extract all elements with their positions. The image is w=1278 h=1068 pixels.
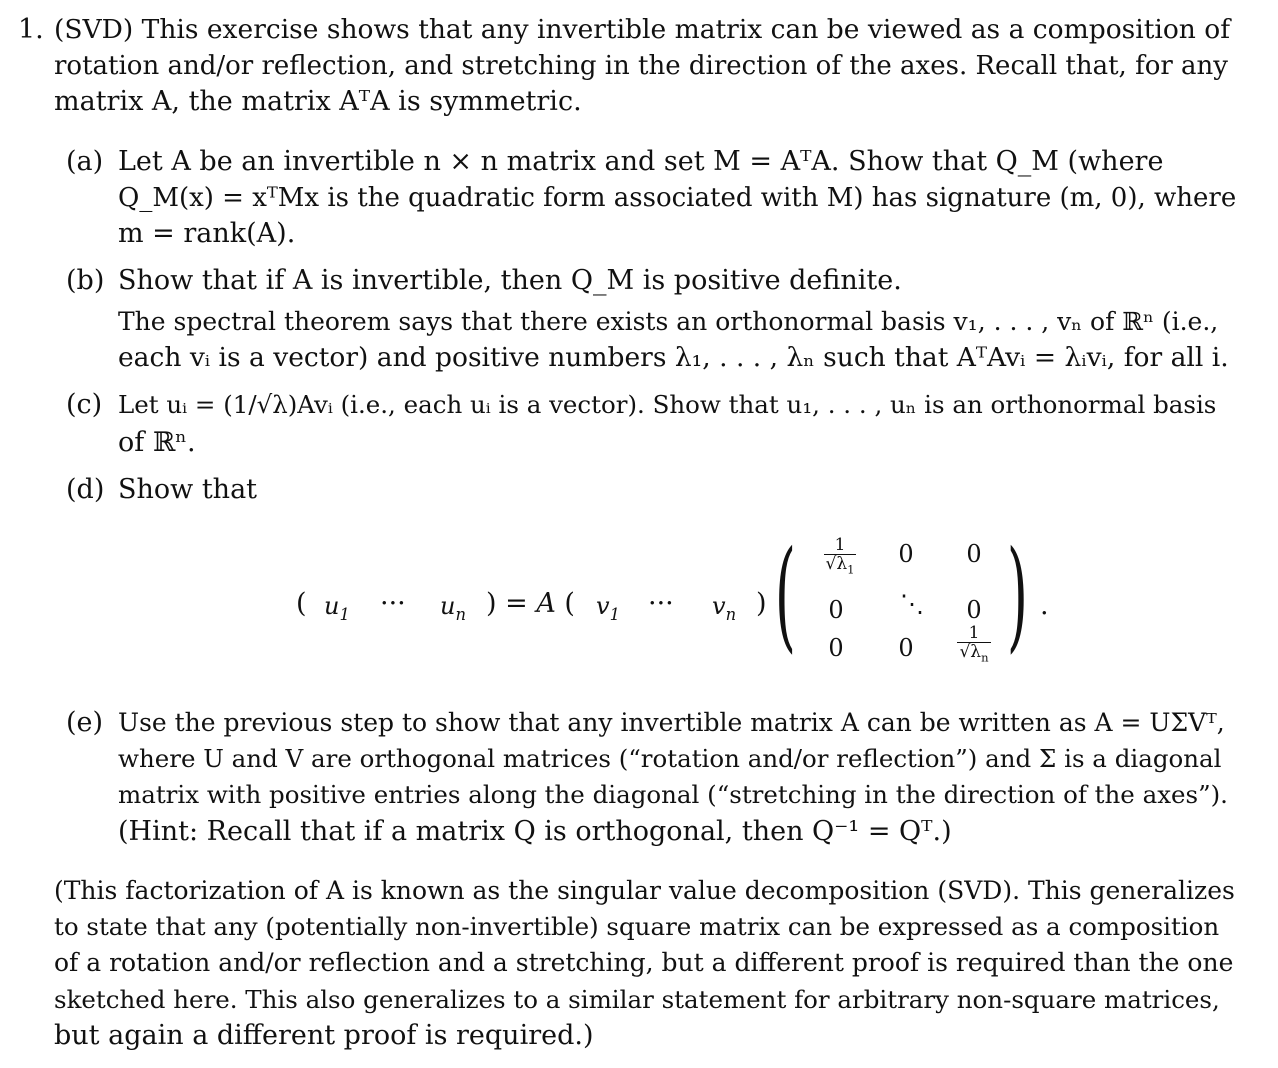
- part-a-line-1: Let A be an invertible n × n matrix and set M = AᵀA. Show that Q_M (where: [118, 146, 1164, 177]
- part-b-label: (b): [66, 265, 105, 296]
- part-d-equation-text: ( u₁ ··· uₙ ) = A ( v₁ ··· vₙ ) diag(1/√λ₁, …, 1/√λₙ).: [118, 680, 142, 681]
- part-e-line-4: (Hint: Recall that if a matrix Q is orthogonal, then Q⁻¹ = Qᵀ.): [118, 816, 952, 847]
- part-d-label: (d): [66, 474, 105, 505]
- matrix-cell-11: $\frac{1}{√\lambda_1}$: [825, 535, 855, 577]
- part-e-line-2: where U and V are orthogonal matrices (“rotation and/or reflection”) and Σ is a diagonal: [118, 744, 1222, 773]
- eq-vn: $v_n$: [712, 592, 737, 624]
- matrix-cell-21: 0: [828, 596, 844, 624]
- eq-left-paren: (: [296, 588, 307, 619]
- matrix-cell-31: 0: [828, 634, 844, 662]
- part-a-line-3: m = rank(A).: [118, 218, 296, 249]
- part-e-line-1: Use the previous step to show that any invertible matrix A can be written as A = UΣVᵀ,: [118, 708, 1225, 737]
- closing-line-1: (This factorization of A is known as the singular value decomposition (SVD). This generalizes: [54, 876, 1235, 905]
- problem-number: 1.: [18, 14, 44, 45]
- part-b-line-2: The spectral theorem says that there exists an orthonormal basis v₁, . . . , vₙ of ℝⁿ (i.e.,: [118, 307, 1219, 336]
- matrix-cell-12: 0: [898, 540, 914, 568]
- part-b-line-1: Show that if A is invertible, then Q_M is positive definite.: [118, 265, 902, 296]
- matrix-cell-23: 0: [966, 596, 982, 624]
- closing-line-4: sketched here. This also generalizes to a similar statement for arbitrary non-square matrices,: [54, 985, 1220, 1014]
- intro-line-1: (SVD) This exercise shows that any invertible matrix can be viewed as a composition of: [54, 14, 1231, 45]
- part-e-line-3: matrix with positive entries along the diagonal (“stretching in the direction of the axes”).: [118, 780, 1228, 809]
- matrix-cell-22: ⋱: [900, 590, 924, 618]
- eq-v1: $v_1$: [596, 592, 620, 624]
- intro-line-2: rotation and/or reflection, and stretching in the direction of the axes. Recall that, for any: [54, 51, 1228, 81]
- matrix-cell-32: 0: [898, 634, 914, 662]
- matrix-right-paren: ): [1006, 526, 1028, 665]
- intro-line-3: matrix A, the matrix AᵀA is symmetric.: [54, 86, 582, 117]
- part-e-label: (e): [66, 707, 104, 738]
- closing-line-5: but again a different proof is required.): [54, 1020, 594, 1051]
- closing-line-2: to state that any (potentially non-invertible) square matrix can be expressed as a composition: [54, 912, 1220, 941]
- eq-period: .: [1040, 590, 1049, 621]
- part-c-line-2: of ℝⁿ.: [118, 427, 196, 458]
- eq-mid: ) = A (: [486, 588, 575, 619]
- matrix-cell-33: $\frac{1}{√\lambda_n}$: [959, 623, 989, 665]
- eq-un: $u_n$: [440, 592, 466, 624]
- part-c-label: (c): [66, 389, 103, 420]
- part-a-line-2: Q_M(x) = xᵀMx is the quadratic form associated with M) has signature (m, 0), where: [118, 183, 1237, 213]
- part-c-line-1: Let uᵢ = (1/√λ)Avᵢ (i.e., each uᵢ is a vector). Show that u₁, . . . , uₙ is an orthonormal basis: [118, 390, 1217, 419]
- eq-dots-1: ···: [380, 588, 406, 619]
- part-b-line-3: each vᵢ is a vector) and positive numbers λ₁, . . . , λₙ such that AᵀAvᵢ = λᵢvᵢ, for all i.: [118, 342, 1229, 373]
- eq-right-paren: ): [756, 588, 767, 619]
- matrix-cell-13: 0: [966, 540, 982, 568]
- eq-dots-2: ···: [648, 588, 674, 619]
- eq-u1: $u_1$: [324, 592, 350, 624]
- part-a-label: (a): [66, 146, 104, 177]
- part-d-line-1: Show that: [118, 474, 258, 505]
- matrix-left-paren: (: [774, 526, 796, 665]
- closing-line-3: of a rotation and/or reflection and a stretching, but a different proof is required than the one: [54, 948, 1234, 977]
